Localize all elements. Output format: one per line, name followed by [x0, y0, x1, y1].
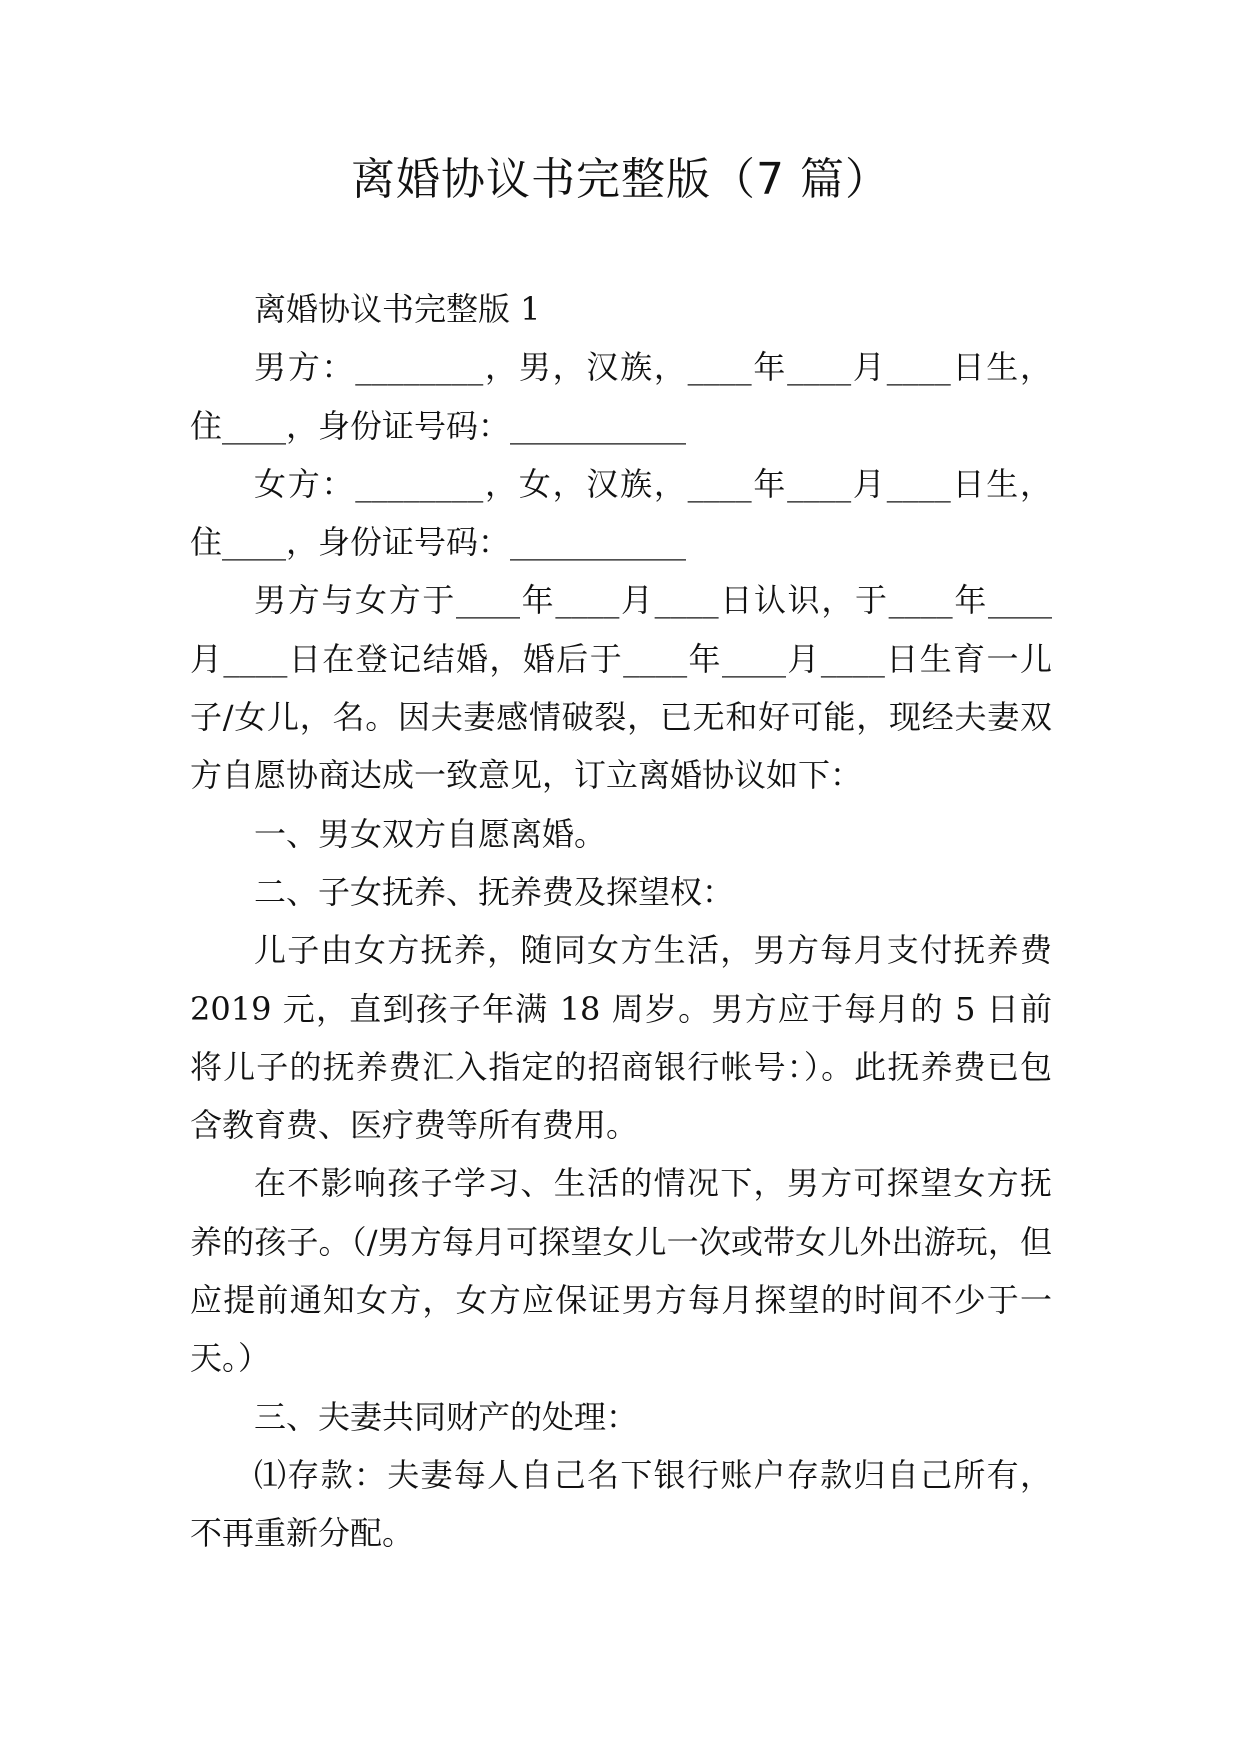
paragraph-child-support: 儿子由女方抚养，随同女方生活，男方每月支付抚养费 2019 元，直到孩子年满 18 周岁。男方应于每月的 5 日前将儿子的抚养费汇入指定的招商银行帐号：）。此抚养费已包含教育费、医疗费等所有费用。 [190, 931, 1052, 1145]
paragraph-female-party: 女方：________，女，汉族，____年____月____日生，住____，身份证号码：___________ [190, 464, 1052, 562]
document-title: 离婚协议书完整版（7 篇） [351, 154, 890, 205]
paragraph-male-party: 男方：________，男，汉族，____年____月____日生，住____，身份证号码：___________ [190, 348, 1052, 445]
clause-3-heading: 三、夫妻共同财产的处理： [254, 1397, 639, 1436]
paragraph-marriage-background: 男方与女方于____年____月____日认识，于____年____月____日在登记结婚，婚后于____年____月____日生育一儿子/女儿，名。因夫妻感情破裂，已无和好可能，现经夫妻双方自愿协商达成一致意见，订立离婚协议如下： [190, 581, 1052, 795]
paragraph-deposits: ⑴存款：夫妻每人自己名下银行账户存款归自己所有，不再重新分配。 [190, 1455, 1052, 1553]
section-heading: 离婚协议书完整版 1 [254, 290, 541, 328]
document-body [190, 280, 1052, 1563]
paragraph-visitation: 在不影响孩子学习、生活的情况下，男方可探望女方抚养的孩子。（/男方每月可探望女儿一次或带女儿外出游玩，但应提前通知女方，女方应保证男方每月探望的时间不少于一天。） [190, 1164, 1052, 1378]
clause-2-heading: 二、子女抚养、抚养费及探望权： [254, 872, 735, 911]
clause-1: 一、男女双方自愿离婚。 [254, 814, 607, 853]
